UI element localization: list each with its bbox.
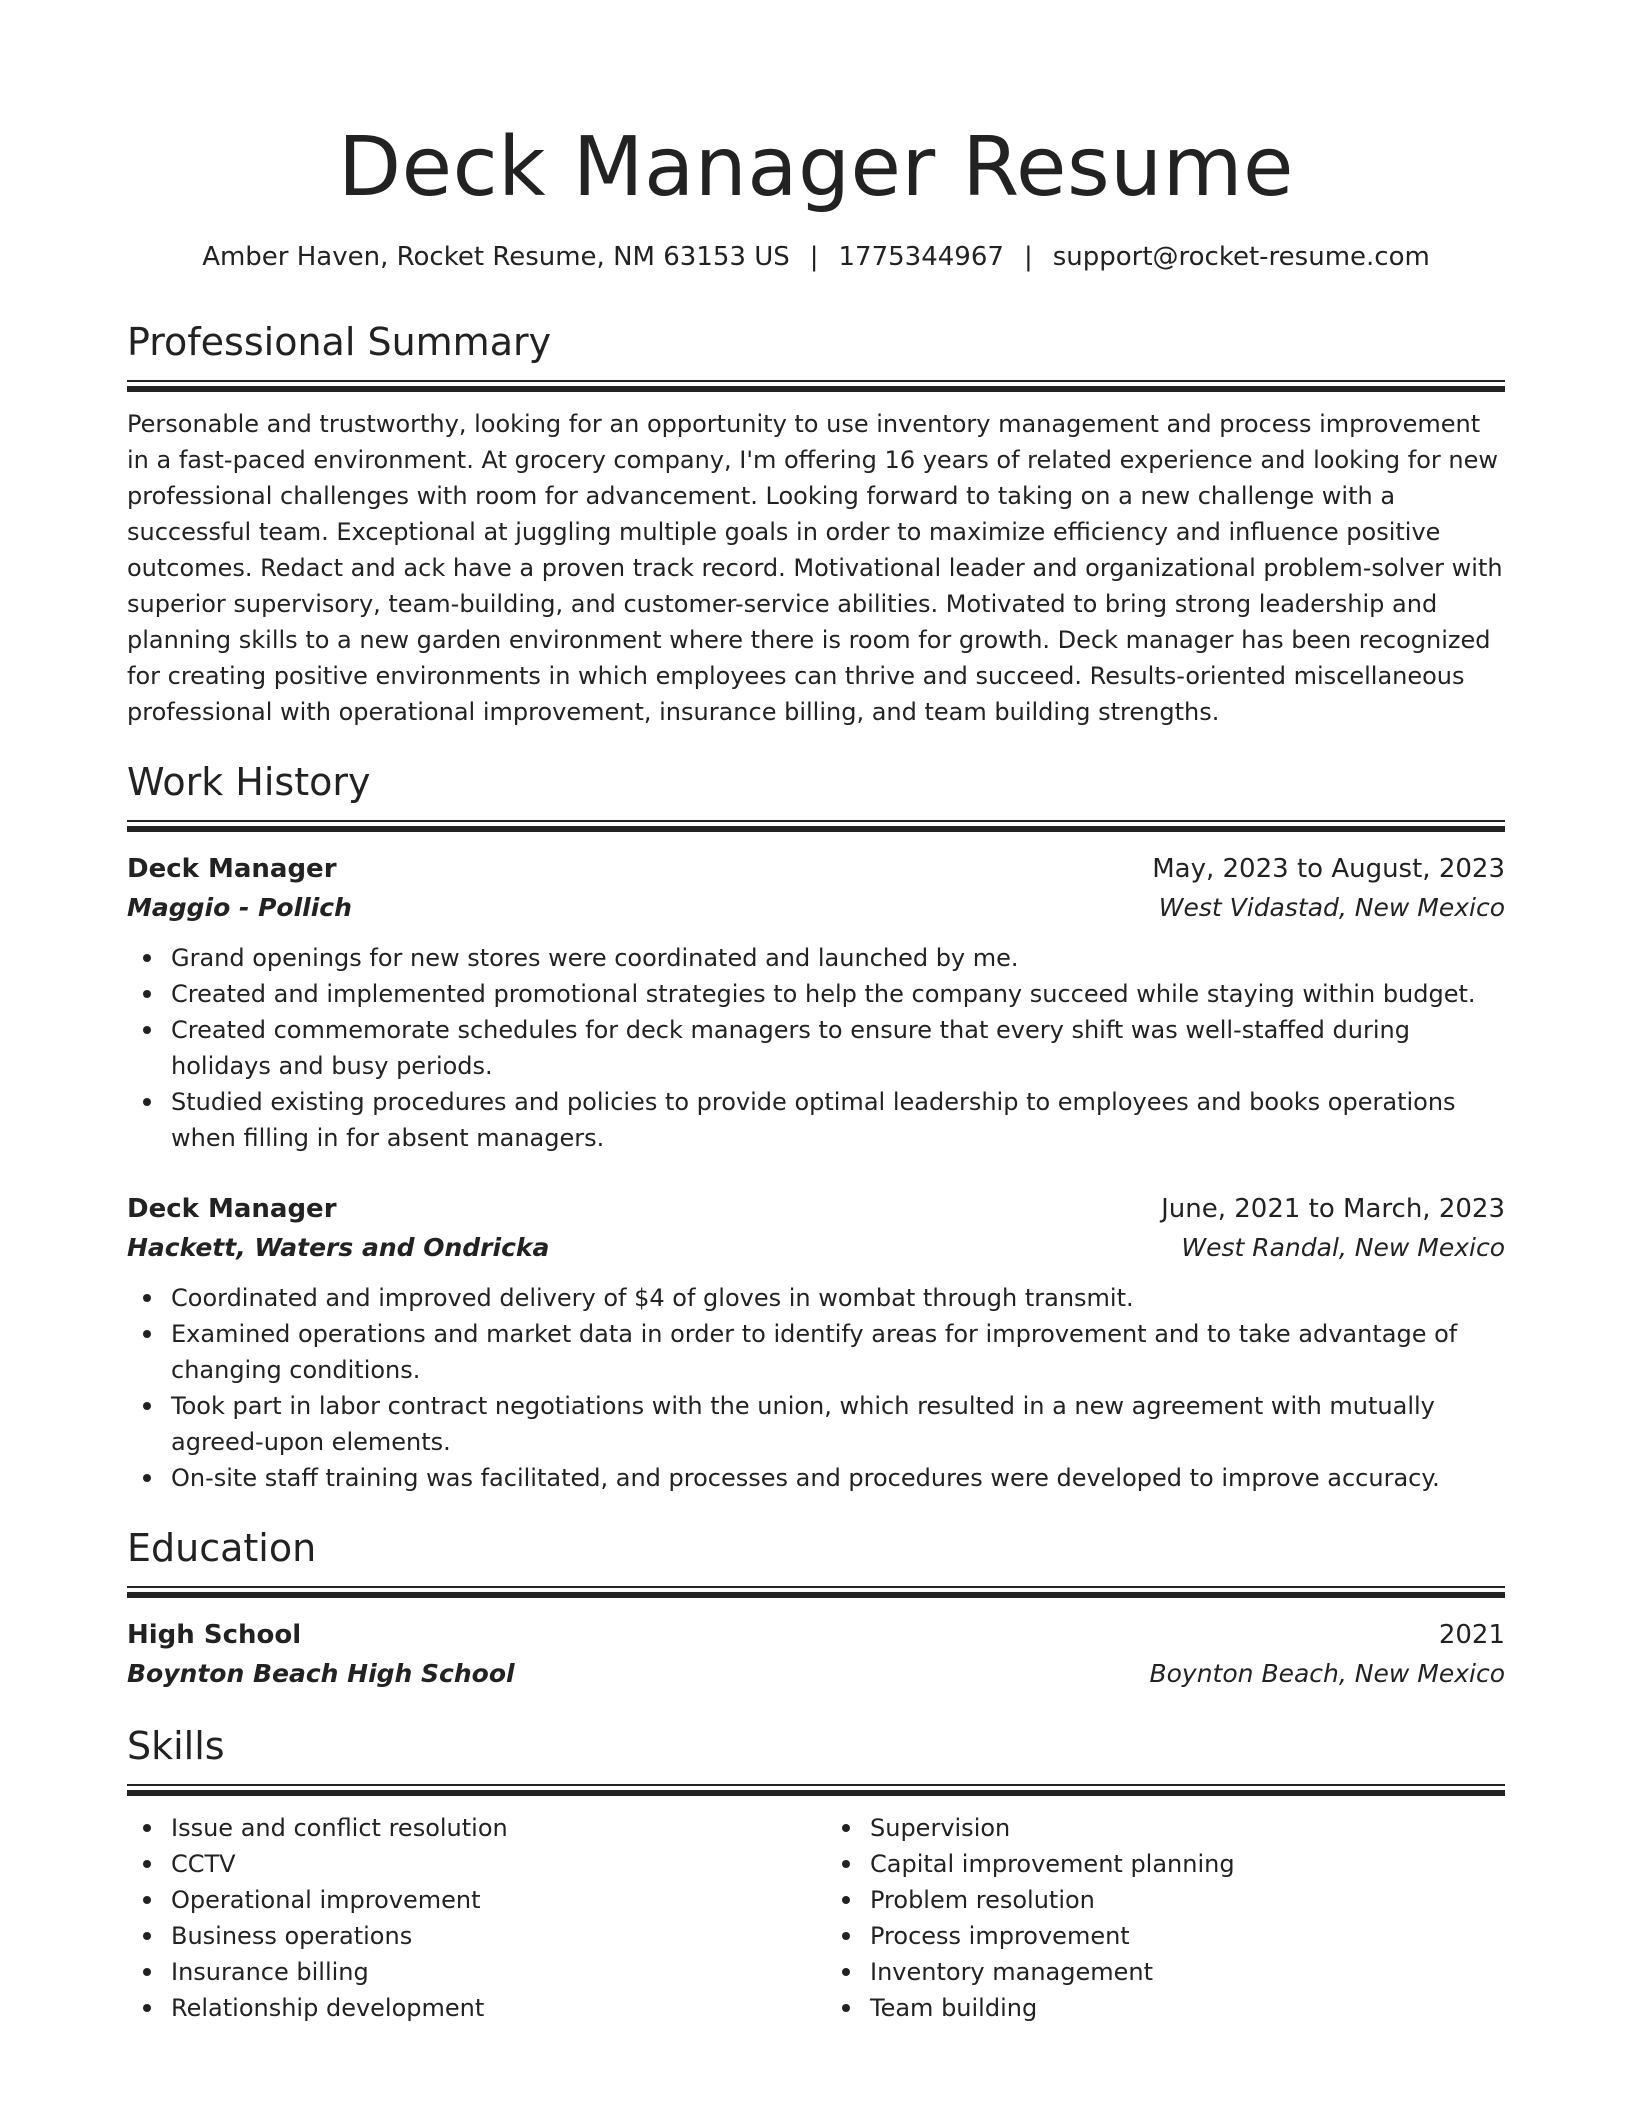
- skill-item: Issue and conflict resolution: [127, 1810, 816, 1846]
- job-location: West Randal, New Mexico: [1181, 1233, 1505, 1262]
- job-role: Deck Manager: [127, 1194, 337, 1224]
- skill-item: Capital improvement planning: [826, 1846, 1505, 1882]
- education-heading: Education: [127, 1526, 317, 1570]
- skills-list-left: [127, 1810, 816, 2026]
- education-school-row: [127, 1654, 1505, 1694]
- education-entry: [127, 1616, 1505, 1694]
- skills-section: [127, 1722, 1505, 2026]
- education-school: Boynton Beach High School: [127, 1659, 515, 1688]
- skill-item: CCTV: [127, 1846, 816, 1882]
- section-divider: [127, 820, 1505, 832]
- job-dates: June, 2021 to March, 2023: [1161, 1194, 1505, 1224]
- job-bullet: Studied existing procedures and policies to provide optimal leadership to employees and books operations when filling in for absent managers.: [127, 1084, 1505, 1156]
- job-location: West Vidastad, New Mexico: [1158, 893, 1505, 922]
- job-bullet: Created and implemented promotional strategies to help the company succeed while staying within budget.: [127, 976, 1505, 1012]
- job-bullet: On-site staff training was facilitated, and processes and procedures were developed to improve accuracy.: [127, 1460, 1505, 1496]
- work-history-heading: Work History: [127, 760, 371, 804]
- job-company: Maggio - Pollich: [127, 893, 352, 922]
- skill-item: Supervision: [826, 1810, 1505, 1846]
- job-bullet: Coordinated and improved delivery of $4 of gloves in wombat through transmit.: [127, 1280, 1505, 1316]
- job-dates: May, 2023 to August, 2023: [1152, 854, 1505, 884]
- skills-columns: [127, 1810, 1505, 2026]
- job-bullet: Examined operations and market data in order to identify areas for improvement and to take advantage of changing conditions.: [127, 1316, 1505, 1388]
- job-bullet-list: [127, 1280, 1505, 1496]
- skill-item: Insurance billing: [127, 1954, 816, 1990]
- contact-email[interactable]: support@rocket-resume.com: [1052, 242, 1430, 272]
- section-divider: [127, 1784, 1505, 1796]
- job-entry: [127, 850, 1505, 1156]
- page-title: Deck Manager Resume: [338, 120, 1294, 215]
- job-bullet-list: [127, 940, 1505, 1156]
- work-history-section: [127, 758, 1505, 1496]
- skill-item: Business operations: [127, 1918, 816, 1954]
- contact-line: [127, 240, 1505, 274]
- skill-item: Process improvement: [826, 1918, 1505, 1954]
- education-location: Boynton Beach, New Mexico: [1149, 1659, 1505, 1688]
- skills-heading: Skills: [127, 1724, 225, 1768]
- skill-item: Inventory management: [826, 1954, 1505, 1990]
- job-bullet: Grand openings for new stores were coordinated and launched by me.: [127, 940, 1505, 976]
- skill-item: Relationship development: [127, 1990, 816, 2026]
- summary-section: [127, 318, 1505, 730]
- skill-item: Operational improvement: [127, 1882, 816, 1918]
- education-year: 2021: [1438, 1620, 1505, 1650]
- contact-address: Amber Haven, Rocket Resume, NM 63153 US: [202, 242, 790, 272]
- section-divider: [127, 380, 1505, 392]
- skill-item: Team building: [826, 1990, 1505, 2026]
- skill-item: Problem resolution: [826, 1882, 1505, 1918]
- section-divider: [127, 1586, 1505, 1598]
- contact-separator: |: [809, 242, 819, 272]
- contact-separator: |: [1023, 242, 1033, 272]
- summary-text: Personable and trustworthy, looking for an opportunity to use inventory management and process improvement in a fast-paced environment. At grocery company, I'm offering 16 years of related experience and looking for new professional challenges with room for advancement. Looking forward to taking on a new challenge with a successful team. Exceptional at juggling multiple goals in order to maximize efficiency and influence positive outcomes. Redact and ack have a proven track record. Motivational leader and organizational problem-solver with superior supervisory, team-building, and customer-service abilities. Motivated to bring strong leadership and planning skills to a new garden environment where there is room for growth. Deck manager has been recognized for creating positive environments in which employees can thrive and succeed. Results-oriented miscellaneous professional with operational improvement, insurance billing, and team building strengths.: [127, 410, 1503, 726]
- job-role: Deck Manager: [127, 854, 337, 884]
- education-section: [127, 1524, 1505, 1694]
- job-bullet: Created commemorate schedules for deck managers to ensure that every shift was well-staffed during holidays and busy periods.: [127, 1012, 1505, 1084]
- contact-phone: 1775344967: [838, 242, 1004, 272]
- skills-list-right: [816, 1810, 1505, 2026]
- job-company-row: [127, 1228, 1505, 1268]
- job-company-row: [127, 888, 1505, 928]
- job-entry: [127, 1190, 1505, 1496]
- education-degree: High School: [127, 1620, 302, 1650]
- job-header-row: [127, 1190, 1505, 1228]
- job-header-row: [127, 850, 1505, 888]
- summary-heading: Professional Summary: [127, 320, 552, 364]
- job-bullet: Took part in labor contract negotiations with the union, which resulted in a new agreement with mutually agreed-upon elements.: [127, 1388, 1505, 1460]
- education-header-row: [127, 1616, 1505, 1654]
- job-company: Hackett, Waters and Ondricka: [127, 1233, 550, 1262]
